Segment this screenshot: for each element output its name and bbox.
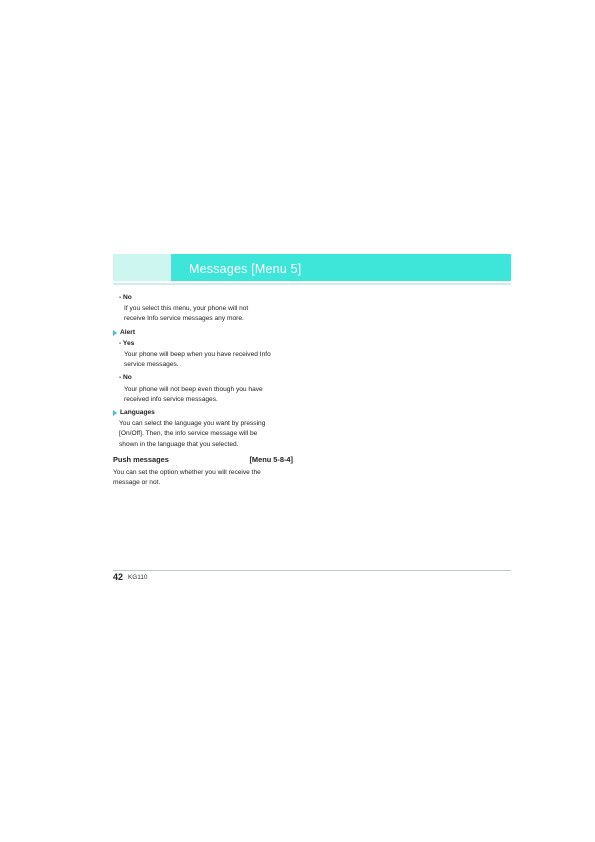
- text-line: You can select the language you want by pressing: [119, 420, 266, 428]
- text-line: Your phone will not beep even though you have: [124, 385, 263, 393]
- menu-reference: [Menu 5-8-4]: [249, 454, 293, 464]
- header-left-block: [113, 254, 171, 281]
- option-no-label: - No: [119, 294, 132, 301]
- push-messages-description: [113, 468, 293, 488]
- option-no-description: [113, 304, 293, 324]
- text-line: Your phone will beep when you have received Info: [124, 351, 271, 359]
- text-line: message or not.: [113, 479, 161, 487]
- alert-no-description: [113, 385, 293, 405]
- header-divider: [113, 283, 511, 285]
- content-column: [113, 292, 293, 488]
- model-name: KG110: [128, 574, 148, 581]
- alert-no-label: - No: [119, 374, 132, 382]
- text-line: You can set the option whether you will receive the: [113, 469, 261, 477]
- footer-divider: [113, 570, 511, 571]
- alert-heading: [113, 328, 293, 338]
- alert-yes-description: [113, 350, 293, 370]
- push-messages-heading: [113, 455, 293, 465]
- section-title: Push messages: [113, 454, 169, 464]
- text-line: received info service messages.: [124, 395, 218, 403]
- languages-description: [113, 419, 293, 450]
- alert-yes-label: - Yes: [119, 339, 135, 347]
- triangle-bullet-icon: [113, 330, 117, 336]
- text-line: [On/Off]. Then, the info service message will be: [119, 430, 258, 438]
- text-line: receive Info service messages any more.: [124, 315, 244, 323]
- text-line: shown in the language that you selected.: [119, 440, 239, 448]
- text-line: service messages.: [124, 361, 179, 369]
- languages-label: Languages: [120, 409, 155, 417]
- page-number: 42: [113, 572, 124, 582]
- triangle-bullet-icon: [113, 410, 117, 416]
- languages-heading: [113, 408, 293, 418]
- alert-label: Alert: [120, 328, 136, 336]
- text-line: If you select this menu, your phone will not: [124, 305, 249, 313]
- page-title: Messages [Menu 5]: [189, 262, 302, 276]
